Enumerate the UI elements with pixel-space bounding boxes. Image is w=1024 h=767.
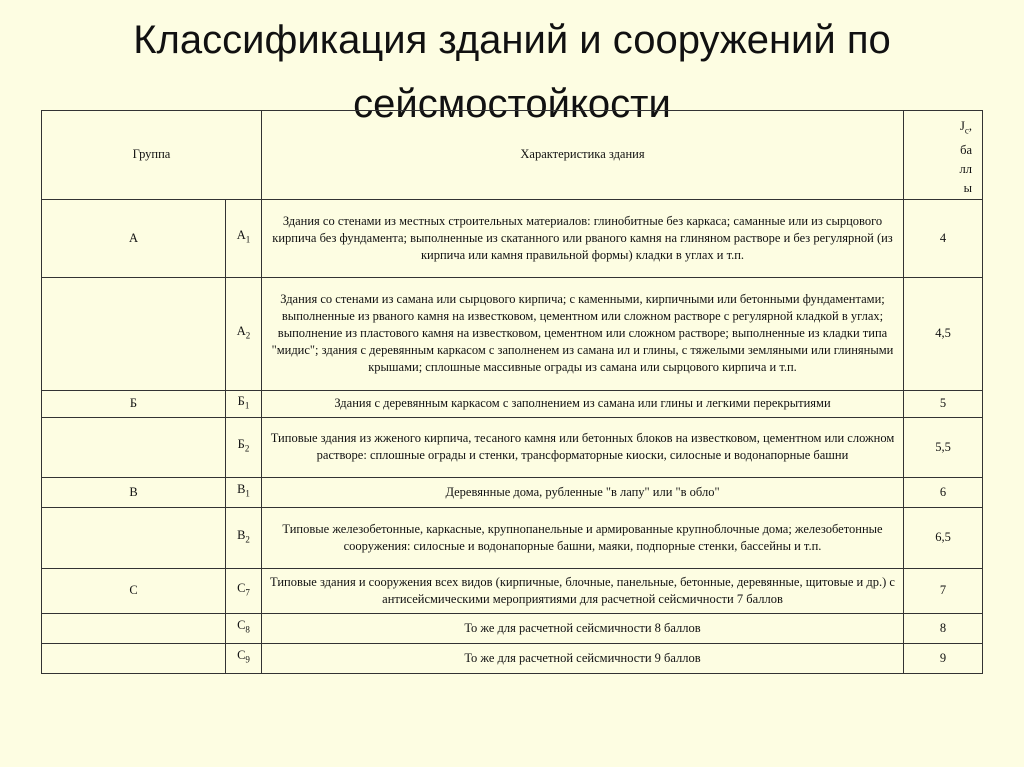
group-cell xyxy=(42,613,226,643)
header-description: Характеристика здания xyxy=(262,111,904,200)
header-group: Группа xyxy=(42,111,262,200)
subgroup-cell xyxy=(226,199,262,277)
subgroup-letter: С xyxy=(237,648,246,663)
classification-table xyxy=(41,110,983,674)
group-cell: В xyxy=(42,477,226,507)
subgroup-number: 8 xyxy=(245,624,250,635)
subgroup-cell xyxy=(226,277,262,390)
subgroup-number: 2 xyxy=(244,443,250,454)
subgroup-letter: Б xyxy=(237,437,245,452)
table-row xyxy=(42,477,983,507)
subgroup-cell xyxy=(226,390,262,417)
subgroup-letter: В xyxy=(237,527,246,542)
description-cell: Типовые здания из жженого кирпича, тесаного камня или бетонных блоков на известковом, цементном или сложном растворе: сплошные ограды и стенки, трансформаторные киоски, силосные и водонапорные башни xyxy=(262,417,904,477)
subgroup-cell xyxy=(226,568,262,613)
description-cell: Здания с деревянным каркасом с заполнением из самана или глины и легкими перекрытиями xyxy=(262,390,904,417)
score-cell: 5,5 xyxy=(904,417,983,477)
table-row xyxy=(42,417,983,477)
description-cell: То же для расчетной сейсмичности 8 баллов xyxy=(262,613,904,643)
table-row xyxy=(42,613,983,643)
subgroup-cell xyxy=(226,477,262,507)
score-cell: 8 xyxy=(904,613,983,643)
group-cell xyxy=(42,277,226,390)
score-cell: 6 xyxy=(904,477,983,507)
group-cell xyxy=(42,507,226,568)
page-title: Классификация зданий и сооружений по сейсмостойкости xyxy=(133,18,891,126)
table-row xyxy=(42,507,983,568)
description-cell: Типовые здания и сооружения всех видов (кирпичные, блочные, панельные, бетонные, деревянные, щитовые и др.) с антисейсмическими мероприятиями для расчетной сейсмичности 7 баллов xyxy=(262,568,904,613)
group-cell: Б xyxy=(42,390,226,417)
group-cell: С xyxy=(42,568,226,613)
subgroup-letter: Б xyxy=(237,393,245,408)
subgroup-letter: С xyxy=(237,618,246,633)
subgroup-number: 7 xyxy=(245,587,250,598)
description-cell: Здания со стенами из местных строительных материалов: глинобитные без каркаса; саманные или из сырцового кирпича без фундамента; выполненные из скатанного или рваного камня на глиняном растворе и без регулярной (из кирпича или камня правильной формы) кладки в углах и т.п. xyxy=(262,199,904,277)
subgroup-number: 9 xyxy=(245,654,250,665)
table-row xyxy=(42,199,983,277)
score-cell: 9 xyxy=(904,643,983,673)
subgroup-number: 2 xyxy=(245,330,251,341)
subgroup-letter: А xyxy=(236,228,246,243)
score-cell: 5 xyxy=(904,390,983,417)
subgroup-letter: А xyxy=(236,323,246,338)
subgroup-number: 1 xyxy=(245,488,250,499)
group-cell xyxy=(42,643,226,673)
score-word: ба лл ы xyxy=(959,142,972,195)
description-cell: Деревянные дома, рубленные "в лапу" или "в обло" xyxy=(262,477,904,507)
score-sub: c xyxy=(964,125,969,136)
group-cell xyxy=(42,417,226,477)
score-cell: 4 xyxy=(904,199,983,277)
score-cell: 4,5 xyxy=(904,277,983,390)
subgroup-cell xyxy=(226,417,262,477)
subgroup-number: 1 xyxy=(245,234,251,245)
subgroup-cell xyxy=(226,643,262,673)
description-cell: Здания со стенами из самана или сырцового кирпича; с каменными, кирпичными или бетонными фундаментами; выполненные из рваного камня на известковом, цементном или сложном растворе с регулярной кладкой в углах; выполнение из пластового камня на известковом, цементном или сложном растворе; выполненные из кладки типа "мидис"; здания с деревянным каркасом с заполненем из самана ил и глины, с тяжелыми земляными или глиняными крышами; сплошные массивные ограды из самана или сырцового кирпича и т.п. xyxy=(262,277,904,390)
table-row xyxy=(42,568,983,613)
description-cell: То же для расчетной сейсмичности 9 баллов xyxy=(262,643,904,673)
score-cell: 6,5 xyxy=(904,507,983,568)
score-suffix: , xyxy=(968,119,972,133)
header-row xyxy=(42,111,983,200)
subgroup-number: 1 xyxy=(244,400,250,411)
score-cell: 7 xyxy=(904,568,983,613)
table-row xyxy=(42,390,983,417)
subgroup-letter: С xyxy=(237,580,246,595)
group-cell: А xyxy=(42,199,226,277)
header-score xyxy=(904,111,983,200)
subgroup-cell xyxy=(226,613,262,643)
score-symbol: J xyxy=(960,119,965,133)
table-row xyxy=(42,277,983,390)
description-cell: Типовые железобетонные, каркасные, крупнопанельные и армированные крупноблочные дома; железобетонные сооружения: силосные и водонапорные башни, маяки, подпорные стенки, бассейны и т.п. xyxy=(262,507,904,568)
table-row xyxy=(42,643,983,673)
subgroup-cell xyxy=(226,507,262,568)
subgroup-number: 2 xyxy=(245,534,250,545)
subgroup-letter: В xyxy=(237,482,246,497)
